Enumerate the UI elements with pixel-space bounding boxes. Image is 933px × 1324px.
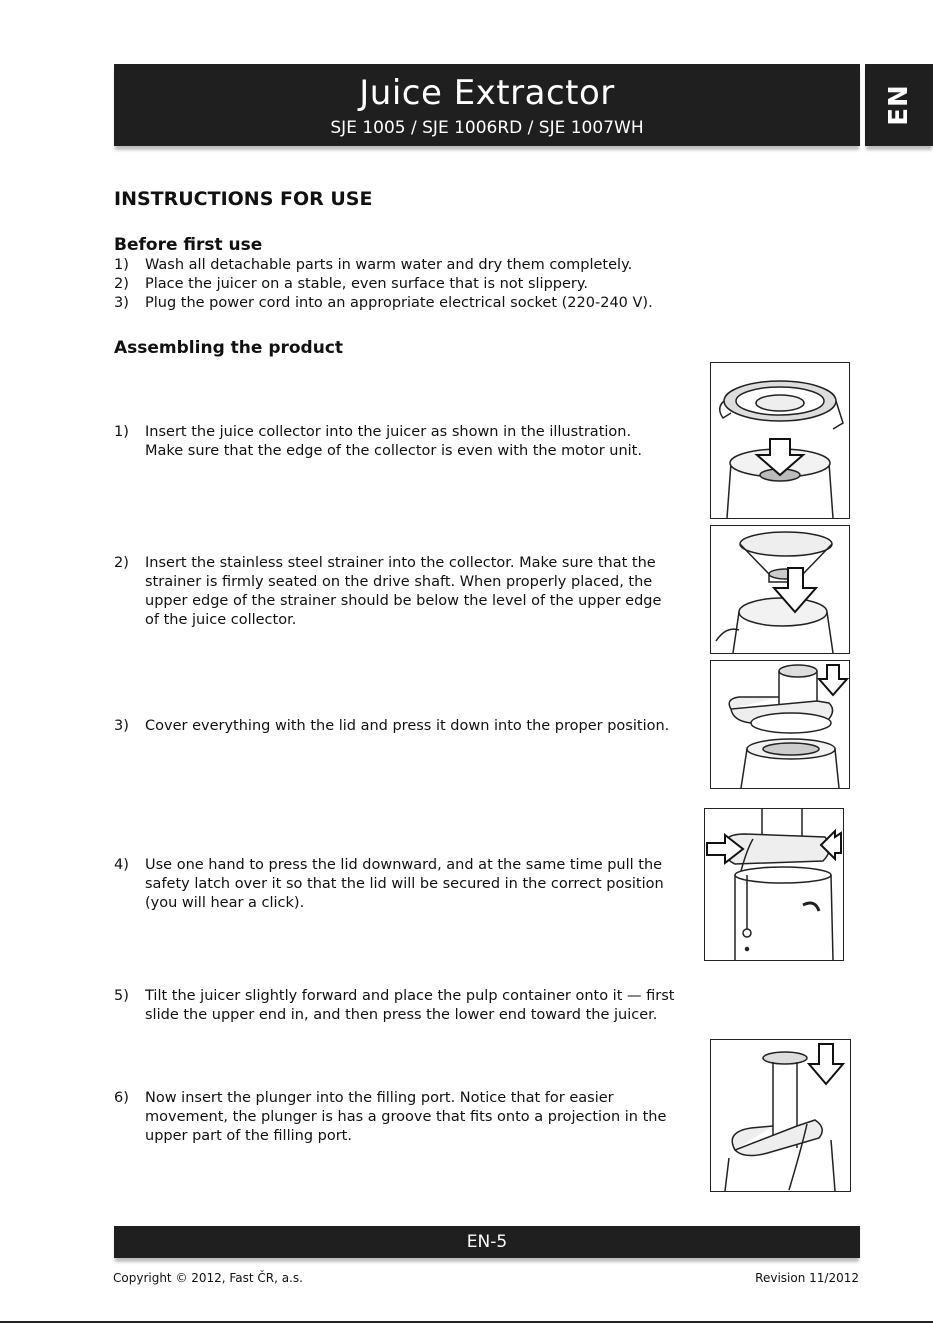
- copyright-text: Copyright © 2012, Fast ČR, a.s.: [113, 1271, 303, 1285]
- page-bottom-rule: [0, 1321, 933, 1323]
- document-title: Juice Extractor: [359, 73, 615, 113]
- language-label: EN: [884, 84, 914, 126]
- instructions-heading: INSTRUCTIONS FOR USE: [114, 188, 373, 210]
- revision-text: Revision 11/2012: [755, 1271, 859, 1285]
- safety-latch-illustration: [704, 808, 844, 961]
- model-numbers: SJE 1005 / SJE 1006RD / SJE 1007WH: [330, 118, 644, 138]
- lid-illustration: [710, 660, 850, 789]
- language-tab: [865, 64, 933, 146]
- page-number: EN-5: [466, 1232, 508, 1252]
- before-first-use-heading: Before first use: [114, 235, 263, 255]
- page-number-bar: [114, 1226, 860, 1258]
- plunger-illustration: [710, 1039, 851, 1192]
- strainer-illustration: [710, 525, 850, 654]
- assembling-heading: Assembling the product: [114, 338, 344, 358]
- document-header: [114, 64, 860, 146]
- juice-collector-illustration: [710, 362, 850, 519]
